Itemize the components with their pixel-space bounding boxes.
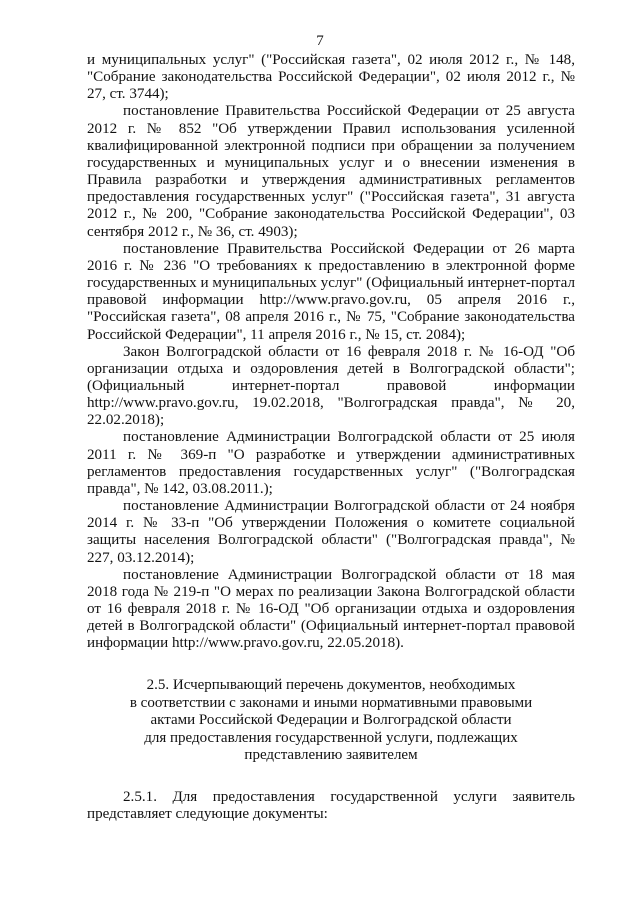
section-heading-line: в соответствии с законами и иными нормативными правовыми <box>129 694 533 711</box>
paragraph-legal-reference: постановление Правительства Российской Федерации от 25 августа 2012 г. № 852 "Об утверждении Правил использования усиленной квалифицированной электронной подписи при обращении за получением государственных и муниципальных услуг и о внесении изменения в Правила разработки и утверждения административных регламентов предоставления государственных услуг" ("Российская газета", 31 августа 2012 г., № 200, "Собрание законодательства Российской Федерации", 03 сентября 2012 г., № 36, ст. 4903); <box>87 103 575 240</box>
paragraph-legal-reference: и муниципальных услуг" ("Российская газета", 02 июля 2012 г., № 148, "Собрание законодательства Российской Федерации", 02 июля 2012 г., № 27, ст. 3744); <box>87 52 575 103</box>
paragraph-legal-reference: постановление Администрации Волгоградской области от 18 мая 2018 года № 219-п "О мерах по реализации Закона Волгоградской области от 16 февраля 2018 г. № 16-ОД "Об организации отдыха и оздоровления детей в Волгоградской области" (Официальный интернет-портал правовой информации http://www.pravo.gov.ru, 22.05.2018). <box>87 566 575 652</box>
section-heading-line: для предоставления государственной услуги, подлежащих <box>144 729 518 746</box>
section-heading-line: 2.5. Исчерпывающий перечень документов, необходимых <box>146 677 516 694</box>
paragraph-legal-reference: постановление Правительства Российской Федерации от 26 марта 2016 г. № 236 "О требованиях к предоставлению в электронной форме государственных и муниципальных услуг" (Официальный интернет-портал правовой информации http://www.pravo.gov.ru, 05 апреля 2016 г., "Российская газета", 08 апреля 2016 г., № 75, "Собрание законодательства Российской Федерации", 11 апреля 2016 г., № 15, ст. 2084); <box>87 240 575 343</box>
document-body <box>87 52 575 823</box>
section-heading <box>87 677 575 764</box>
paragraph-legal-reference: Закон Волгоградской области от 16 февраля 2018 г. № 16-ОД "Об организации отдыха и оздоровления детей в Волгоградской области"; (Официальный интернет-портал правовой информации http://www.pravo.gov.ru, 19.02.2018, "Волгоградская правда", № 20, 22.02.2018); <box>87 343 575 429</box>
paragraph-legal-reference: постановление Администрации Волгоградской области от 25 июля 2011 г. № 369-п "О разработке и утверждении административных регламентов предоставления государственных услуг" ("Волгоградская правда", № 142, 03.08.2011.); <box>87 429 575 497</box>
section-heading-line: представлению заявителем <box>244 747 418 764</box>
page-number: 7 <box>316 33 324 49</box>
clause-2-5-1: 2.5.1. Для предоставления государственной услуги заявитель представляет следующие документы: <box>87 788 575 822</box>
section-heading-line: актами Российской Федерации и Волгоградской области <box>150 712 512 729</box>
paragraph-legal-reference: постановление Администрации Волгоградской области от 24 ноября 2014 г. № 33-п "Об утверждении Положения о комитете социальной защиты населения Волгоградской области" ("Волгоградская правда", № 227, 03.12.2014); <box>87 498 575 566</box>
